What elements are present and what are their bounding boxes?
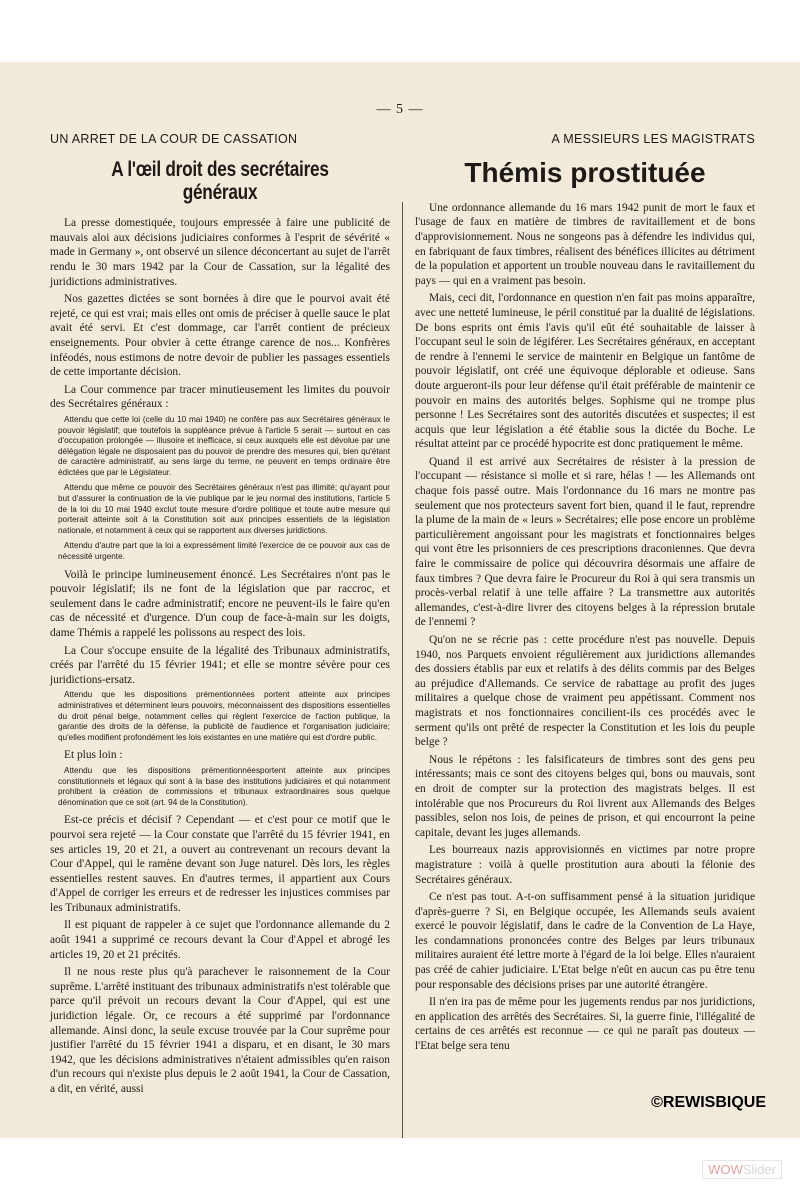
watermark-part1: WOW [708, 1162, 743, 1177]
article-paragraph: Qu'on ne se récrie pas : cette procédure n'est pas nouvelle. Depuis 1940, nos Parquets envoient régulièrement aux juridictions allemandes des dossiers établis par eux et relatifs à des délits commis par des Belges au préjudice d'Allemands. Ce service de rabattage au profit des juges militaires a quelque chose de vraiment peu appétissant. Comment nos magistrats et nos fonctionnaires concilient-ils ces procédés avec le serment qu'ils ont prêté de respecter la Constitution et les lois du peuple belge ? [415, 634, 755, 749]
column-divider [402, 202, 403, 1138]
article-paragraph: La Cour commence par tracer minutieusement les limites du pouvoir des Secrétaires généraux : [50, 383, 390, 411]
article-paragraph: Est-ce précis et décisif ? Cependant — et c'est pour ce motif que le pourvoi sera rejeté — la Cour constate que l'arrêté du 15 février 1941, en ses articles 19, 20 et 21, a ouvert au contrevenant un recours devant la Cour d'Appel, qui le ramène devant son Juge naturel. Dès lors, les règles essentielles restent sauves. En d'autres termes, il appartient aux Cours d'Appel de corriger les erreurs et de redresser les injustices commises par les Tribunaux administratifs. [50, 814, 390, 914]
article-paragraph: Il est piquant de rappeler à ce sujet que l'ordonnance allemande du 2 août 1941 a supprimé ce recours devant la Cour d'Appel et abrogé les articles 19, 20 et 21 précités. [50, 919, 390, 961]
quoted-excerpt: Attendu que cette loi (celle du 10 mai 1940) ne confère pas aux Secrétaires généraux le pouvoir législatif; que toutefois la suppléance prévue à l'article 5 serait — surtout en cas d'occupation prolongée — illusoire et inefficace, si ceux auxquels elle est dévolue par une délégation légale ne disposaient pas du pouvoir de prendre des mesures qui, bien qu'étant de caractère administratif, au sens large du terme, ne peuvent en temps ordinaire être édictées que par le Législateur. [58, 414, 390, 477]
quoted-excerpt: Attendu que même ce pouvoir des Secrétaires généraux n'est pas illimité; qu'ayant pour but d'assurer la continuation de la vie publique par le jeu normal des institutions, l'article 5 de la loi du 10 mai 1940 exclut toute mesure d'ordre politique et toute autre mesure qui porterait atteinte soit à la Constitution soit aux principes essentiels de la législation nationale, et notamment à ceux qui se rapportent aux diverses juridictions. [58, 483, 390, 535]
article-paragraph: La presse domestiquée, toujours empressée à faire une publicité de mauvais aloi aux décisions judiciaires conformes à l'esprit de sévérité « made in Germany », ont observé un silence déconcertant au sujet de l'arrêt rendu le 30 mars 1942 par la Cour de Cassation, sur la légalité des juridictions administratives. [50, 217, 390, 288]
article-paragraph: Les bourreaux nazis approvisionnés en victimes par notre propre magistrature : voilà à quelle prostitution aura abouti la félonie des Secrétaires généraux. [415, 844, 755, 886]
right-headline: Thémis prostituée [464, 157, 706, 188]
left-headline: A l'œil droit des secrétaires généraux [111, 158, 329, 205]
article-paragraph: Nous le répétons : les falsificateurs de timbres sont des gens peu intéressants; mais ce sont des citoyens belges qui, bons ou mauvais, sont en droit de compter sur la protection des magistrats belges. Il est intolérable que nos Procureurs du Roi livrent aux Allemands des Belges passibles, selon nos lois, de peines de prison, et qui encourront la peine capitale, devant les juges allemands. [415, 753, 755, 839]
article-paragraph: Voilà le principe lumineusement énoncé. Les Secrétaires n'ont pas le pouvoir législatif; ils ne font de la législation que par raccroc, et seulement dans le cadre administratif; encore ne peuvent-ils le faire qu'en cas de nécessité et d'urgence. D'un coup de face-à-main sur les doigts, dame Thémis a rappelé les polissons au respect des lois. [50, 568, 390, 639]
quoted-excerpt: Attendu que les dispositions prémentionnées portent atteinte aux principes administratives et déterminent leurs pouvoirs, méconnaissent des dispositions essentielles du droit pénal belge, notamment celles qui règlent l'exercice de l'action publique, la garantie des droits de la défense, la publicité de l'audience et l'organisation judiciaire; qu'elles modifient profondément les lois existantes en une matière qui est d'ordre public. [58, 690, 390, 742]
slider-watermark [702, 1160, 782, 1179]
right-article [415, 132, 755, 1057]
left-kicker: UN ARRET DE LA COUR DE CASSATION [50, 132, 298, 146]
right-kicker: A MESSIEURS LES MAGISTRATS [551, 132, 755, 146]
article-paragraph: Une ordonnance allemande du 16 mars 1942 punit de mort le faux et l'usage de faux en matière de timbres de ravitaillement et de bons d'approvisionnement. Nous ne songeons pas à défendre les individus qui, en fabriquant de faux timbres, réalisent des bénéfices illicites au détriment de la population et apportent un trouble nouveau dans le ravitaillement du pays — qui en a vraiment pas besoin. [415, 201, 755, 287]
article-paragraph: Et plus loin : [64, 749, 123, 762]
article-paragraph: Quand il est arrivé aux Secrétaires de résister à la pression de l'occupant — résistance si molle et si rare, hélas ! — les Allemands ont chaque fois passé outre. Mais l'ordonnance du 16 mars ne montre pas seulement que nos protecteurs savent fort bien, quand il le faut, reprendre la plume de la main de « leurs » Secrétaires; elle pose encore un problème particulièrement angoissant pour les magistrats et fonctionnaires belges qui vont être les prisonniers de ces prescriptions draconiennes. Que devra faire le commissaire de police qui découvrira désormais une affaire de faux timbres ? Que devra faire le Procureur du Roi à qui sera transmis un procès-verbal relatif à une telle affaire ? La transmettre aux autorités allemandes, c'est-à-dire livrer des citoyens belges à la répression brutale de l'ennemi ? [415, 455, 755, 629]
right-article-body [415, 201, 755, 1054]
quoted-excerpt: Attendu que les dispositions prémentionnéesportent atteinte aux principes constitutionnels et légaux qui sont à la base des institutions judiciaires et qui notamment prohibent la création de commissions et tribunaux extraordinaires sous quelque dénomination que ce soit (art. 94 de la Constitution). [58, 765, 390, 807]
newspaper-page [0, 62, 800, 1138]
article-paragraph: Il ne nous reste plus qu'à parachever le raisonnement de la Cour suprême. L'arrêté instituant des tribunaux administratifs n'est tolérable que parce qu'il prévoit un recours devant la Cour d'Appel, qui est une juridiction légale. Or, ce recours a été supprimé par l'ordonnance allemande. Ainsi donc, la seule excuse trouvée par la Cour suprême pour justifier l'arrêté du 15 février 1941 a disparu, et en disant, le 30 mars 1942, que les décisions administratives n'étaient admissibles qu'en raison d'un recours qui n'existe plus depuis le 2 août 1941, la Cour de Cassation, a dit, en vérité, aussi [50, 966, 390, 1095]
copyright-mark: ©REWISBIQUE [651, 1094, 766, 1111]
article-paragraph: Nos gazettes dictées se sont bornées à dire que le pourvoi avait été rejeté, ce qui est vrai; mais elles ont omis de préciser à quelle sauce le plat avait été servi. Et c'est dommage, car l'arrêt contient de précieux enseignements. Pour obvier à cette étrange carence de nos... Konfrères inféodés, nous estimons de notre devoir de publier les passages essentiels de cette importante décision. [50, 293, 390, 379]
left-article-body [50, 216, 390, 1096]
page-number: — 5 — [376, 102, 424, 117]
left-article [50, 132, 390, 1100]
article-paragraph: Il n'en ira pas de même pour les jugements rendus par nos juridictions, en application des arrêtés des Secrétaires. Si, la guerre finie, l'illégalité de certains de ces arrêtés est reconnue — ce qui ne paraît pas douteux — l'Etat belge sera tenu [415, 996, 755, 1053]
watermark-part2: Slider [742, 1162, 776, 1177]
article-paragraph: Ce n'est pas tout. A-t-on suffisamment pensé à la situation juridique d'après-guerre ? Si, en Belgique occupée, les Allemands seuls avaient exercé le pouvoir législatif, dans le cadre de la Convention de La Haye, les condamnations prononcées contre des Belges par leurs tribunaux militaires auraient été lettre morte à l'égard de la loi belge. Elles n'auraient pas créé de cahier judiciaire. L'Etat belge n'eût en aucun cas pu être tenu pour responsable des décisions prises par une autorité étrangère. [415, 891, 755, 991]
article-paragraph: La Cour s'occupe ensuite de la légalité des Tribunaux administratifs, créés par l'arrêté du 15 février 1941; et elle se montre sévère pour ces juridictions-ersatz. [50, 644, 390, 686]
quoted-excerpt: Attendu d'autre part que la loi a expressément limité l'exercice de ce pouvoir aux cas de nécessité urgente. [58, 541, 390, 562]
article-paragraph: Mais, ceci dit, l'ordonnance en question n'en fait pas moins apparaître, avec une netteté lumineuse, le péril constitué par la dualité de législations. De bons esprits ont émis l'avis qu'il eût été souhaitable de laisser à l'occupant seul le soin de légiférer. Les Secrétaires généraux, en acceptant de rendre à l'ennemi le service de maintenir en Belgique un fantôme de pouvoir législatif, ont créé une équivoque déplorable et odieuse. Sans doute argueront-ils pour leur défense qu'il était préférable de maintenir ce pouvoir en mains des autorités belges. Sophisme qui ne trompe plus personne ! Les Secrétaires sont des autorités discutées et suspectes; il est acquis que leur législation a été établie sous la dictée du Boche. Le résultat atteint par ce procédé hypocrite est donc pratiquement le même. [415, 292, 755, 451]
